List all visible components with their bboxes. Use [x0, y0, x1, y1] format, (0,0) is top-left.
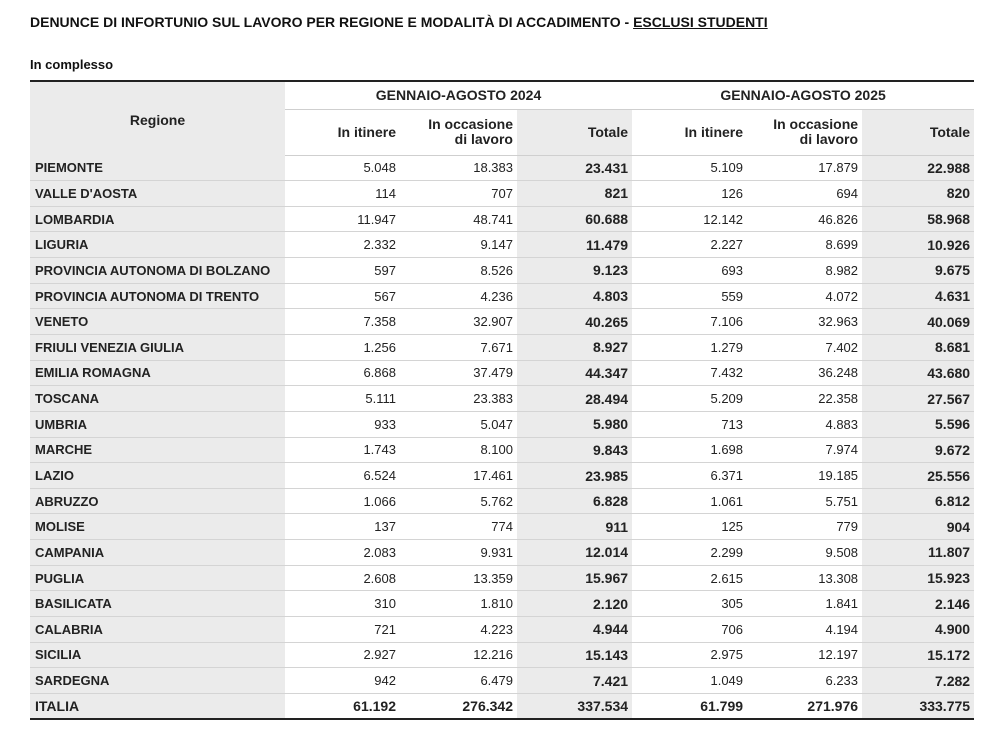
cell-totale-2025: 820: [862, 181, 974, 207]
region-name: VALLE D'AOSTA: [30, 181, 285, 207]
cell-occasione-2025: 4.072: [747, 283, 862, 309]
cell-totale-2025: 10.926: [862, 232, 974, 258]
region-name: EMILIA ROMAGNA: [30, 360, 285, 386]
cell-totale-2025: 333.775: [862, 693, 974, 719]
cell-totale-2024: 2.120: [517, 591, 632, 617]
cell-itinere-2024: 721: [285, 617, 400, 643]
cell-occasione-2024: 9.931: [400, 540, 517, 566]
table-row: [30, 565, 974, 591]
cell-totale-2025: 6.812: [862, 488, 974, 514]
cell-itinere-2025: 1.279: [632, 334, 747, 360]
cell-itinere-2025: 2.299: [632, 540, 747, 566]
page-title-text: DENUNCE DI INFORTUNIO SUL LAVORO PER REGIONE E MODALITÀ DI ACCADIMENTO -: [30, 14, 634, 30]
region-name: LIGURIA: [30, 232, 285, 258]
table-row: [30, 334, 974, 360]
cell-totale-2024: 11.479: [517, 232, 632, 258]
cell-itinere-2024: 61.192: [285, 693, 400, 719]
cell-itinere-2024: 1.256: [285, 334, 400, 360]
cell-occasione-2025: 694: [747, 181, 862, 207]
col-header-occasione-line1: In occasione: [428, 116, 513, 132]
cell-itinere-2024: 597: [285, 258, 400, 284]
cell-occasione-2025: 4.194: [747, 617, 862, 643]
cell-occasione-2025: 36.248: [747, 360, 862, 386]
cell-totale-2025: 43.680: [862, 360, 974, 386]
region-column-header: Regione: [30, 81, 285, 155]
cell-itinere-2024: 2.332: [285, 232, 400, 258]
cell-occasione-2025: 7.402: [747, 334, 862, 360]
cell-itinere-2025: 706: [632, 617, 747, 643]
cell-totale-2024: 28.494: [517, 386, 632, 412]
cell-itinere-2024: 6.524: [285, 463, 400, 489]
cell-occasione-2024: 17.461: [400, 463, 517, 489]
cell-totale-2024: 821: [517, 181, 632, 207]
col-header-occasione-2024: [400, 109, 517, 155]
cell-itinere-2024: 1.743: [285, 437, 400, 463]
col-header-occasione-line1: In occasione: [773, 116, 859, 132]
cell-totale-2025: 7.282: [862, 668, 974, 694]
cell-itinere-2025: 6.371: [632, 463, 747, 489]
cell-occasione-2025: 46.826: [747, 206, 862, 232]
cell-totale-2024: 40.265: [517, 309, 632, 335]
cell-totale-2025: 27.567: [862, 386, 974, 412]
cell-totale-2025: 4.631: [862, 283, 974, 309]
col-header-occasione-2025: [747, 109, 862, 155]
col-header-occasione-line2: di lavoro: [454, 131, 513, 147]
cell-itinere-2024: 11.947: [285, 206, 400, 232]
col-header-itinere-2024: In itinere: [285, 109, 400, 155]
cell-totale-2025: 904: [862, 514, 974, 540]
period-header-2024: GENNAIO-AGOSTO 2024: [285, 81, 632, 109]
cell-occasione-2024: 48.741: [400, 206, 517, 232]
table-row: [30, 232, 974, 258]
table-row: [30, 206, 974, 232]
cell-totale-2024: 4.944: [517, 617, 632, 643]
injury-reports-table: [30, 80, 974, 720]
cell-occasione-2024: 4.223: [400, 617, 517, 643]
cell-occasione-2024: 4.236: [400, 283, 517, 309]
cell-totale-2025: 15.923: [862, 565, 974, 591]
cell-totale-2025: 58.968: [862, 206, 974, 232]
cell-occasione-2025: 13.308: [747, 565, 862, 591]
cell-totale-2025: 25.556: [862, 463, 974, 489]
cell-occasione-2025: 17.879: [747, 155, 862, 181]
cell-occasione-2025: 19.185: [747, 463, 862, 489]
cell-occasione-2024: 707: [400, 181, 517, 207]
cell-totale-2024: 4.803: [517, 283, 632, 309]
cell-occasione-2025: 8.699: [747, 232, 862, 258]
region-name: LOMBARDIA: [30, 206, 285, 232]
cell-totale-2025: 40.069: [862, 309, 974, 335]
cell-occasione-2025: 32.963: [747, 309, 862, 335]
cell-itinere-2024: 5.111: [285, 386, 400, 412]
cell-occasione-2024: 9.147: [400, 232, 517, 258]
region-name: MOLISE: [30, 514, 285, 540]
cell-itinere-2024: 933: [285, 411, 400, 437]
cell-totale-2024: 15.967: [517, 565, 632, 591]
table-row: [30, 258, 974, 284]
region-name: ITALIA: [30, 693, 285, 719]
cell-itinere-2025: 61.799: [632, 693, 747, 719]
table-row: [30, 488, 974, 514]
region-name: CAMPANIA: [30, 540, 285, 566]
cell-totale-2024: 337.534: [517, 693, 632, 719]
table-row: [30, 642, 974, 668]
cell-itinere-2025: 713: [632, 411, 747, 437]
cell-totale-2024: 911: [517, 514, 632, 540]
cell-occasione-2025: 1.841: [747, 591, 862, 617]
cell-totale-2025: 11.807: [862, 540, 974, 566]
cell-occasione-2024: 13.359: [400, 565, 517, 591]
region-name: MARCHE: [30, 437, 285, 463]
table-body: [30, 155, 974, 719]
cell-itinere-2025: 1.049: [632, 668, 747, 694]
cell-itinere-2024: 6.868: [285, 360, 400, 386]
region-name: CALABRIA: [30, 617, 285, 643]
cell-itinere-2024: 2.083: [285, 540, 400, 566]
col-header-totale-2024: Totale: [517, 109, 632, 155]
cell-totale-2025: 2.146: [862, 591, 974, 617]
col-header-itinere-2025: In itinere: [632, 109, 747, 155]
region-name: PROVINCIA AUTONOMA DI TRENTO: [30, 283, 285, 309]
cell-itinere-2024: 1.066: [285, 488, 400, 514]
cell-occasione-2025: 12.197: [747, 642, 862, 668]
cell-occasione-2024: 5.762: [400, 488, 517, 514]
cell-occasione-2024: 32.907: [400, 309, 517, 335]
excluded-students-link[interactable]: ESCLUSI STUDENTI: [633, 14, 768, 30]
cell-totale-2024: 15.143: [517, 642, 632, 668]
cell-itinere-2025: 305: [632, 591, 747, 617]
cell-occasione-2024: 8.100: [400, 437, 517, 463]
cell-occasione-2025: 5.751: [747, 488, 862, 514]
region-name: PUGLIA: [30, 565, 285, 591]
cell-occasione-2025: 271.976: [747, 693, 862, 719]
cell-totale-2024: 5.980: [517, 411, 632, 437]
col-header-totale-2025: Totale: [862, 109, 974, 155]
cell-totale-2024: 12.014: [517, 540, 632, 566]
table-row: [30, 155, 974, 181]
cell-totale-2025: 15.172: [862, 642, 974, 668]
cell-totale-2024: 9.843: [517, 437, 632, 463]
cell-occasione-2025: 9.508: [747, 540, 862, 566]
cell-totale-2024: 23.431: [517, 155, 632, 181]
cell-totale-2025: 4.900: [862, 617, 974, 643]
table-row: [30, 514, 974, 540]
cell-itinere-2025: 126: [632, 181, 747, 207]
cell-occasione-2024: 23.383: [400, 386, 517, 412]
table-row: [30, 437, 974, 463]
cell-occasione-2025: 4.883: [747, 411, 862, 437]
region-name: PIEMONTE: [30, 155, 285, 181]
region-name: ABRUZZO: [30, 488, 285, 514]
cell-occasione-2024: 7.671: [400, 334, 517, 360]
cell-itinere-2024: 942: [285, 668, 400, 694]
col-header-occasione-line2: di lavoro: [799, 131, 859, 147]
table-row: [30, 591, 974, 617]
cell-itinere-2024: 2.608: [285, 565, 400, 591]
cell-occasione-2024: 276.342: [400, 693, 517, 719]
region-name: LAZIO: [30, 463, 285, 489]
cell-itinere-2024: 5.048: [285, 155, 400, 181]
cell-totale-2025: 8.681: [862, 334, 974, 360]
cell-itinere-2025: 12.142: [632, 206, 747, 232]
page-title: [30, 14, 768, 30]
table-row: [30, 411, 974, 437]
cell-totale-2024: 7.421: [517, 668, 632, 694]
cell-itinere-2025: 7.432: [632, 360, 747, 386]
cell-totale-2024: 6.828: [517, 488, 632, 514]
cell-occasione-2025: 8.982: [747, 258, 862, 284]
cell-occasione-2024: 37.479: [400, 360, 517, 386]
table-row: [30, 181, 974, 207]
cell-totale-2025: 9.672: [862, 437, 974, 463]
region-name: TOSCANA: [30, 386, 285, 412]
cell-totale-2025: 22.988: [862, 155, 974, 181]
table-row: [30, 617, 974, 643]
region-name: VENETO: [30, 309, 285, 335]
cell-totale-2024: 9.123: [517, 258, 632, 284]
cell-itinere-2024: 137: [285, 514, 400, 540]
total-row: [30, 693, 974, 719]
cell-totale-2024: 60.688: [517, 206, 632, 232]
cell-itinere-2024: 114: [285, 181, 400, 207]
table-row: [30, 309, 974, 335]
cell-occasione-2025: 22.358: [747, 386, 862, 412]
table-row: [30, 283, 974, 309]
cell-itinere-2025: 559: [632, 283, 747, 309]
region-name: FRIULI VENEZIA GIULIA: [30, 334, 285, 360]
cell-occasione-2025: 779: [747, 514, 862, 540]
region-name: BASILICATA: [30, 591, 285, 617]
cell-totale-2024: 8.927: [517, 334, 632, 360]
region-name: PROVINCIA AUTONOMA DI BOLZANO: [30, 258, 285, 284]
cell-occasione-2024: 8.526: [400, 258, 517, 284]
table-row: [30, 668, 974, 694]
cell-occasione-2025: 7.974: [747, 437, 862, 463]
period-header-2025: GENNAIO-AGOSTO 2025: [632, 81, 974, 109]
cell-itinere-2025: 2.227: [632, 232, 747, 258]
cell-itinere-2024: 567: [285, 283, 400, 309]
cell-itinere-2025: 1.061: [632, 488, 747, 514]
cell-itinere-2025: 2.975: [632, 642, 747, 668]
cell-occasione-2024: 6.479: [400, 668, 517, 694]
cell-totale-2024: 44.347: [517, 360, 632, 386]
cell-itinere-2025: 7.106: [632, 309, 747, 335]
table-row: [30, 540, 974, 566]
cell-occasione-2025: 6.233: [747, 668, 862, 694]
cell-itinere-2025: 125: [632, 514, 747, 540]
cell-totale-2024: 23.985: [517, 463, 632, 489]
cell-itinere-2025: 5.209: [632, 386, 747, 412]
region-name: SARDEGNA: [30, 668, 285, 694]
cell-occasione-2024: 5.047: [400, 411, 517, 437]
table-row: [30, 463, 974, 489]
cell-totale-2025: 9.675: [862, 258, 974, 284]
cell-occasione-2024: 18.383: [400, 155, 517, 181]
cell-occasione-2024: 12.216: [400, 642, 517, 668]
cell-itinere-2025: 2.615: [632, 565, 747, 591]
cell-occasione-2024: 774: [400, 514, 517, 540]
cell-totale-2025: 5.596: [862, 411, 974, 437]
cell-itinere-2024: 2.927: [285, 642, 400, 668]
table-row: [30, 360, 974, 386]
region-name: UMBRIA: [30, 411, 285, 437]
cell-itinere-2025: 693: [632, 258, 747, 284]
cell-itinere-2024: 7.358: [285, 309, 400, 335]
cell-itinere-2024: 310: [285, 591, 400, 617]
table-subtitle: In complesso: [30, 57, 114, 72]
cell-itinere-2025: 1.698: [632, 437, 747, 463]
table-row: [30, 386, 974, 412]
region-name: SICILIA: [30, 642, 285, 668]
cell-occasione-2024: 1.810: [400, 591, 517, 617]
cell-itinere-2025: 5.109: [632, 155, 747, 181]
